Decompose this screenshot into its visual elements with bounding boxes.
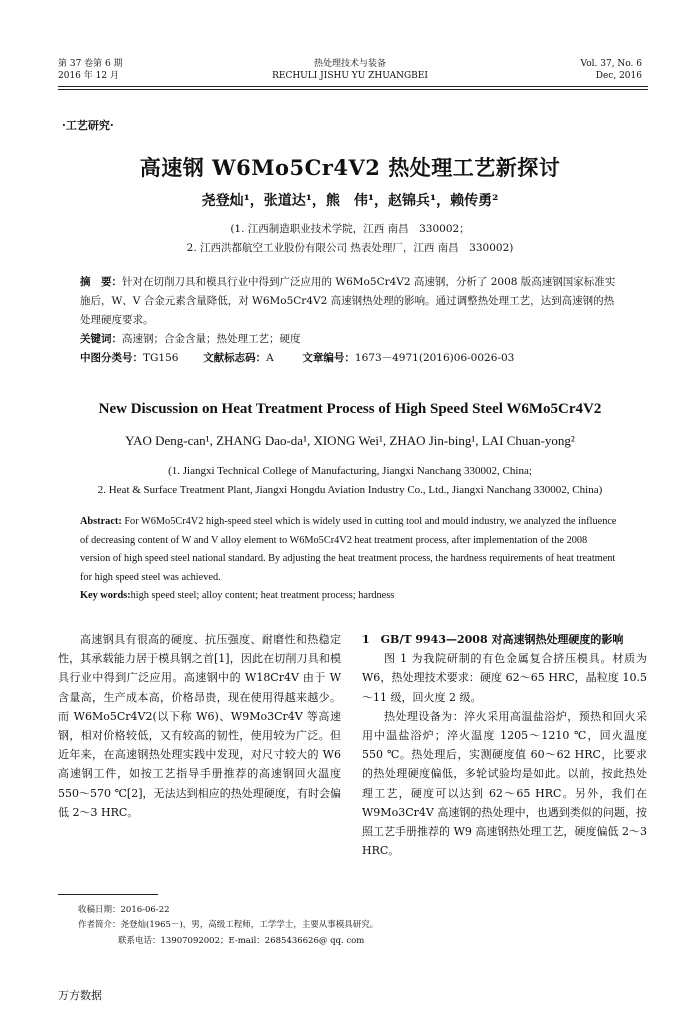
keywords-en	[80, 587, 620, 606]
affiliation-en-1: (1. Jiangxi Technical College of Manufacturing, Jiangxi Nanchang 330002, China;	[168, 465, 532, 477]
section-1-heading: 1 GB/T 9943—2008 对高速钢热处理硬度的影响	[362, 633, 624, 646]
title-en: New Discussion on Heat Treatment Process of High Speed Steel W6Mo5Cr4V2	[98, 401, 602, 417]
body-right-paragraph-1: 图 1 为我院研制的有色金属复合挤压模具。材质为 W6，热处理技术要求：硬度 62～65 HRC，晶粒度 10.5～11 级，回火度 2 级。	[362, 652, 647, 704]
abstract-en-block	[80, 513, 620, 606]
footnote-received: 收稿日期：2016-06-22	[78, 905, 170, 915]
body-right-paragraph-2: 热处理设备为：淬火采用高温盐浴炉，预热和回火采用中温盐浴炉；淬火温度 1205～1210 ℃，回火温度 550 ℃。热处理后，实测硬度值 60～62 HRC，比要求的热处理硬度偏低，多轮试验均是如此。以前，按此热处理工艺，硬度可以达到 62～65 HRC。另外，我们在 W9Mo3Cr4V 高速钢的热处理中，也遇到类似的问题，按照工艺手册推荐的 W9 高速钢热处理工艺，硬度偏低 2～3 HRC。	[362, 709, 647, 858]
header-rule-top	[58, 86, 648, 87]
footnote-author: 作者简介：尧登灿(1965－)，男，高级工程师，工学学士，主要从事模具研究。	[78, 920, 379, 930]
keywords-cn-text: 高速钢；合金含量；热处理工艺；硬度	[122, 333, 301, 345]
body-left-column	[58, 630, 341, 822]
footnote-rule	[58, 894, 158, 895]
affiliation-cn-2: 2. 江西洪都航空工业股份有限公司 热表处理厂，江西 南昌 330002)	[186, 242, 514, 254]
abstract-en	[80, 513, 620, 587]
authors-cn: 尧登灿¹，张道达¹，熊 伟¹，赵锦兵¹，赖传勇²	[201, 193, 499, 209]
article-no-label: 文章编号：	[302, 352, 355, 364]
watermark: 万方数据	[58, 989, 102, 1002]
abstract-cn	[80, 273, 620, 330]
body-left-paragraph: 高速钢具有很高的硬度、抗压强度、耐磨性和热稳定性，其承载能力居于模具钢之首[1]，因此在切削刀具和模具行业中得到广泛应用。高速钢中的 W18Cr4V 由于 W 含量高，生产成本高，价格昂贵，现在使用得越来越少。而 W6Mo5Cr4V2(以下称 W6)、W9Mo3Cr4V 等高速钢，相对价格较低，又有较高的韧性，使用较为广泛。但近年来，在高速钢热处理实践中发现，对尺寸较大的 W6 高速钢工件，如按工艺指导手册推荐的高速钢回火温度 550～570 ℃[2]，无法达到相应的热处理硬度，有时会偏低 2～3 HRC。	[58, 633, 341, 819]
keywords-en-text: high speed steel; alloy content; heat treatment process; hardness	[130, 590, 395, 601]
header-volume-en-block	[581, 58, 642, 82]
footnote-contact: 联系电话：13907092002；E-mail：2685436626@ qq. com	[118, 936, 365, 946]
classification-line	[80, 349, 620, 368]
abstract-cn-label: 摘 要：	[80, 276, 122, 288]
header-volume-en: Vol. 37, No. 6	[580, 59, 642, 69]
header-journal-cn: 热处理技术与装备	[313, 59, 386, 69]
authors-en: YAO Deng-can¹, ZHANG Dao-da¹, XIONG Wei¹, ZHAO Jin-bing¹, LAI Chuan-yong²	[125, 433, 575, 448]
clc-value: TG156	[143, 352, 179, 364]
article-no-value: 1673－4971(2016)06-0026-03	[354, 352, 515, 364]
header-date-en: Dec, 2016	[595, 71, 642, 81]
doc-code-label: 文献标志码：	[203, 352, 267, 364]
title-cn: 高速钢 W6Mo5Cr4V2 热处理工艺新探讨	[139, 155, 561, 180]
abstract-en-label: Abstract:	[80, 516, 122, 527]
keywords-cn	[80, 330, 620, 349]
section-label: ·工艺研究·	[62, 119, 114, 132]
body-right-column	[362, 630, 647, 860]
affiliation-en-2: 2. Heat & Surface Treatment Plant, Jiangxi Hongdu Aviation Industry Co., Ltd., Jiangxi Nanchang 330002, China)	[97, 484, 603, 496]
clc-label: 中图分类号：	[80, 352, 143, 364]
abstract-cn-text: 针对在切削刀具和模具行业中得到广泛应用的 W6Mo5Cr4V2 高速钢，分析了 2008 版高速钢国家标准实施后，W、V 合金元素含量降低，对 W6Mo5Cr4V2 高速钢热处理的影响。通过调整热处理工艺，达到高速钢的热处理硬度要求。	[80, 276, 616, 326]
header-volume-cn: 第 37 卷第 6 期	[58, 59, 123, 69]
doc-code-value: A	[266, 352, 274, 364]
affiliation-cn-1: (1. 江西制造职业技术学院，江西 南昌 330002；	[230, 223, 470, 235]
abstract-cn-block	[80, 273, 620, 368]
header-rule-bottom	[58, 89, 648, 90]
header-date-cn: 2016 年 12 月	[58, 71, 119, 81]
abstract-en-text: For W6Mo5Cr4V2 high-speed steel which is widely used in cutting tool and mould industry, we analyzed the influence of decreasing content of W and V alloy element to W6Mo5Cr4V2 heat treatment process, after implementation of the 2008 version of high speed steel national standard. By adjusting the heat treatment process, the hardness requirements of heat treatment for high speed steel was achieved.	[80, 516, 617, 583]
keywords-cn-label: 关键词：	[80, 333, 122, 345]
keywords-en-label: Key words:	[80, 590, 131, 601]
header-journal-pinyin: RECHULI JISHU YU ZHUANGBEI	[272, 71, 428, 81]
